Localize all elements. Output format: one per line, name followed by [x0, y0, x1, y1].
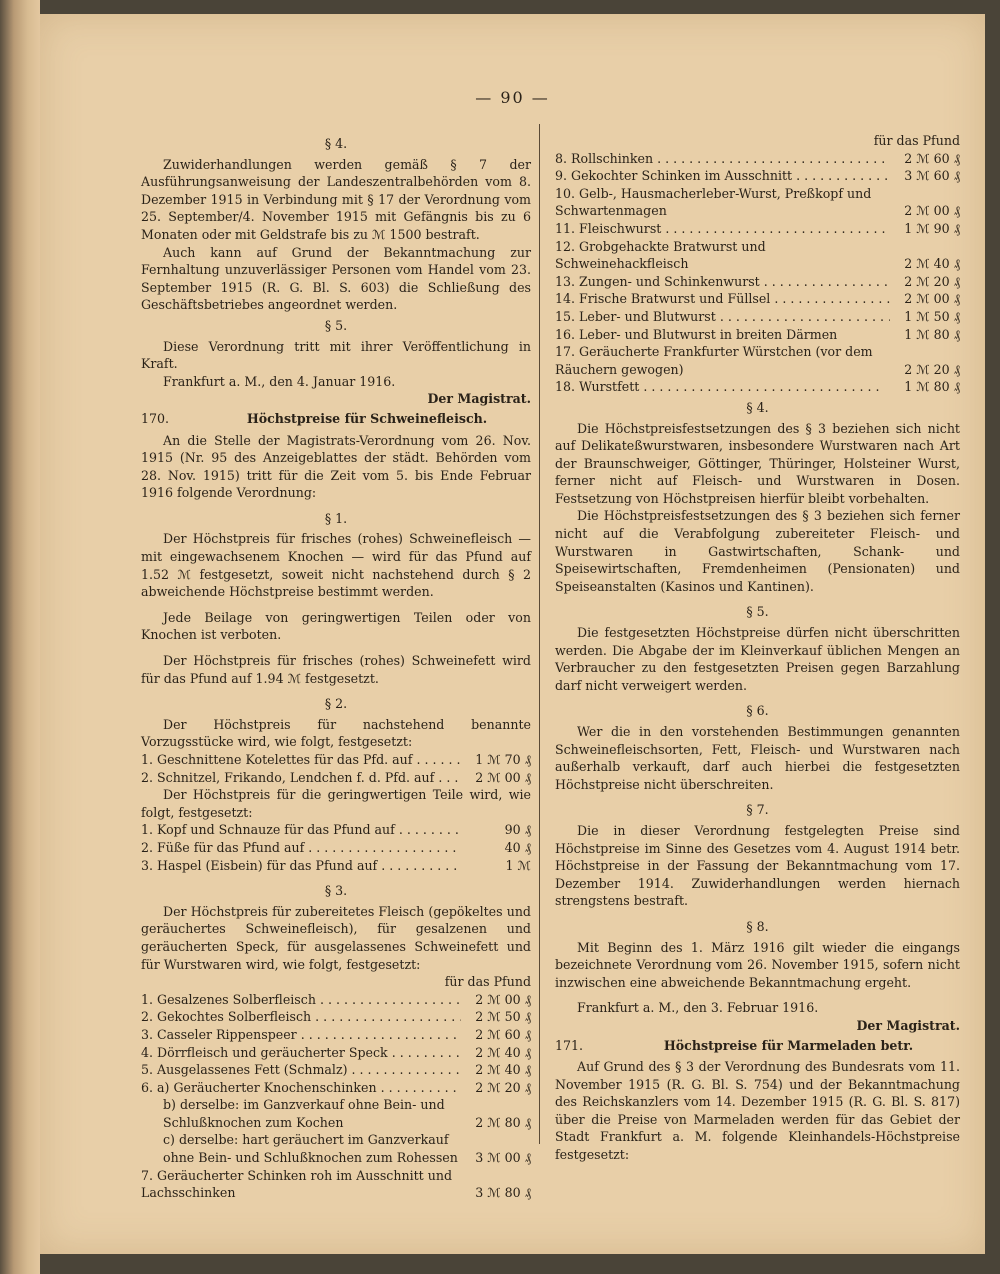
- section-heading: § 4.: [324, 136, 348, 151]
- price-item-label: 17. Geräucherte Frankfurter Würstchen (vor dem Räuchern gewogen): [555, 344, 873, 377]
- ordinance-heading-170: [141, 410, 531, 428]
- price-item-label: 3. Casseler Rippenspeer . . .: [141, 1026, 461, 1044]
- price-item: [141, 1131, 531, 1166]
- price-item: [555, 308, 960, 326]
- price-item-label: 5. Ausgelassenes Fett (Schmalz) . . .: [141, 1061, 461, 1079]
- price-item: [141, 769, 531, 787]
- price-item-label: 3. Haspel (Eisbein) für das Pfund auf . . .: [141, 857, 461, 875]
- ordinance-number: 170.: [141, 410, 170, 426]
- price-item: [555, 273, 960, 291]
- paragraph: Die Höchstpreisfestsetzungen des § 3 beziehen sich nicht auf Delikateßwurstwaren, insbesondere Wurstwaren nach Art der Braunschweiger, Göttinger, Thüringer, Holsteiner Wurst, ferner nicht auf Fleisch- und Wurstwaren in Dosen. Festsetzung von Höchstpreisen hierfür bleibt vorbehalten.: [555, 420, 960, 506]
- price-item-value: 3 ℳ 80 ₰: [475, 1185, 531, 1201]
- section-heading: § 7.: [746, 802, 769, 818]
- date-line: Frankfurt a. M., den 4. Januar 1916.: [163, 373, 396, 389]
- price-item: [141, 839, 531, 857]
- price-item-label: 6. a) Geräucherter Knochenschinken . . .: [141, 1079, 461, 1097]
- price-item-value: 2 ℳ 50 ₰: [475, 1009, 531, 1025]
- price-item: [555, 167, 960, 185]
- price-item-label: 13. Zungen- und Schinkenwurst . . .: [555, 273, 890, 291]
- price-item-value: 2 ℳ 40 ₰: [475, 1044, 531, 1060]
- section-heading: § 3.: [324, 883, 348, 899]
- price-item: [555, 343, 960, 378]
- price-item-label: 10. Gelb-, Hausmacherleber-Wurst, Preßkopf und Schwartenmagen: [555, 185, 872, 219]
- paragraph: Der Höchstpreis für zubereitetes Fleisch (gepökeltes und geräuchertes Schweinefleisch), für gesalzenen und geräucherten Speck, für ausgelassenes Schweinefett und für Wurstwaren wird, wie folgt, festgesetzt:: [141, 903, 531, 972]
- price-item-value: 2 ℳ 60 ₰: [904, 150, 960, 166]
- left-column: [141, 132, 531, 1202]
- paragraph: Der Höchstpreis für frisches (rohes) Schweinefett wird für das Pfund auf 1.94 ℳ festgesetzt.: [141, 653, 531, 686]
- price-item-value: 2 ℳ 40 ₰: [904, 256, 960, 272]
- price-item: [141, 1167, 531, 1202]
- section-heading: § 6.: [746, 703, 769, 719]
- price-item-label: c) derselbe: hart geräuchert im Ganzverkauf ohne Bein- und Schlußknochen zum Rohessen: [163, 1132, 458, 1166]
- paragraph: Die Höchstpreisfestsetzungen des § 3 beziehen sich ferner nicht auf die Verabfolgung zubereiteter Fleisch- und Wurstwaren in Gastwirtschaften, Schank- und Speisewirtschaften, Fremdenheimen (Pensionaten) und Speiseanstalten (Kasinos und Kantinen).: [555, 508, 960, 594]
- price-item-label: 18. Wurstfett . . .: [555, 378, 890, 396]
- paragraph: Jede Beilage von geringwertigen Teilen oder von Knochen ist verboten.: [141, 609, 531, 643]
- paragraph: Auch kann auf Grund der Bekanntmachung zur Fernhaltung unzuverlässiger Personen vom Handel vom 23. September 1915 (R. G. Bl. S. 603) die Schließung des Geschäftsbetriebes angeordnet werden.: [141, 244, 531, 313]
- price-item-value: 1 ℳ 70 ₰: [475, 752, 531, 767]
- price-item: [141, 1044, 531, 1062]
- price-item: [555, 238, 960, 273]
- price-item: [141, 751, 531, 769]
- price-item-label: 2. Gekochtes Solberfleisch . . .: [141, 1008, 461, 1026]
- price-item-label: 9. Gekochter Schinken im Ausschnitt . . .: [555, 167, 890, 185]
- price-item-label: 15. Leber- und Blutwurst . . .: [555, 308, 890, 326]
- price-item-label: 4. Dörrfleisch und geräucherter Speck . . .: [141, 1044, 461, 1062]
- paragraph: Wer die in den vorstehenden Bestimmungen genannten Schweinefleischsorten, Fett, Fleisch- und Wurstwaren nach außerhalb verkauft, darf auch hierbei die festgesetzten Höchstpreise nicht überschreiten.: [555, 724, 960, 792]
- signature: Der Magistrat.: [856, 1017, 960, 1033]
- price-item-value: 1 ℳ 90 ₰: [904, 220, 960, 236]
- price-item-label: b) derselbe: im Ganzverkauf ohne Bein- und Schlußknochen zum Kochen: [163, 1097, 445, 1130]
- ordinance-title: Höchstpreise für Schweinefleisch.: [246, 410, 488, 426]
- price-item-label: 1. Geschnittene Kotelettes für das Pfd. auf . . .: [141, 751, 461, 769]
- price-item: [141, 857, 531, 875]
- paragraph: Die festgesetzten Höchstpreise dürfen nicht überschritten werden. Die Abgabe der im Kleinverkauf üblichen Mengen an Verbraucher zu den festgesetzten Preisen gegen Barzahlung darf nicht verweigert werden.: [555, 625, 960, 693]
- price-item: [555, 378, 960, 396]
- price-list: [141, 821, 531, 874]
- price-item-value: 1 ℳ 80 ₰: [904, 379, 960, 395]
- price-item: [141, 1061, 531, 1079]
- paragraph: Zuwiderhandlungen werden gemäß § 7 der Ausführungsanweisung der Landeszentralbehörden vom 8. Dezember 1915 in Verbindung mit § 17 der Verordnung vom 25. September/4. November 1915 mit Gefängnis bis zu 6 Monaten oder mit Geldstrafe bis zu ℳ 1500 bestraft.: [141, 156, 531, 242]
- paragraph: Der Höchstpreis für frisches (rohes) Schweinefleisch — mit eingewachsenem Knochen — wird für das Pfund auf 1.52 ℳ festgesetzt, soweit nicht nachstehend durch § 2 abweichende Höchstpreise bestimmt werden.: [141, 531, 531, 600]
- price-item: [141, 1079, 531, 1097]
- section-heading: § 4.: [746, 399, 769, 415]
- date-line: Frankfurt a. M., den 3. Februar 1916.: [577, 1000, 819, 1016]
- price-item-value: 2 ℳ 80 ₰: [475, 1114, 531, 1130]
- price-item: [141, 1096, 531, 1131]
- ordinance-heading-171: [555, 1037, 960, 1055]
- price-item: [141, 1026, 531, 1044]
- section-heading: § 5.: [324, 317, 348, 333]
- price-item-value: 2 ℳ 40 ₰: [475, 1062, 531, 1078]
- page-number: — 90 —: [475, 88, 550, 107]
- price-item-value: 3 ℳ 00 ₰: [475, 1150, 531, 1166]
- price-item: [141, 1008, 531, 1026]
- price-item-label: 12. Grobgehackte Bratwurst und Schweinehackfleisch: [555, 238, 766, 272]
- price-item-label: 1. Gesalzenes Solberfleisch . . .: [141, 991, 461, 1009]
- section-heading: § 2.: [324, 696, 348, 712]
- right-column: [555, 132, 960, 1164]
- ordinance-number: 171.: [555, 1037, 584, 1053]
- document-page: [40, 14, 985, 1254]
- column-divider: [539, 124, 540, 1144]
- section-heading: § 1.: [324, 510, 348, 526]
- paragraph: An die Stelle der Magistrats-Verordnung vom 26. Nov. 1915 (Nr. 95 des Anzeigeblattes der städt. Behörden vom 28. Nov. 1915) tritt für die Zeit vom 5. bis Ende Februar 1916 folgende Verordnung:: [141, 432, 531, 501]
- section-heading: § 5.: [746, 604, 769, 620]
- price-list: [555, 150, 960, 396]
- price-item: [555, 326, 960, 344]
- price-item-value: 3 ℳ 60 ₰: [904, 168, 960, 184]
- price-item-value: 2 ℳ 20 ₰: [904, 361, 960, 377]
- price-item-label: 1. Kopf und Schnauze für das Pfund auf . . .: [141, 821, 461, 839]
- price-item-value: 1 ℳ: [505, 857, 531, 873]
- price-item-value: 2 ℳ 20 ₰: [475, 1079, 531, 1095]
- price-item: [555, 185, 960, 220]
- ordinance-title: Höchstpreise für Marmeladen betr.: [663, 1037, 914, 1053]
- price-item-label: 11. Fleischwurst . . .: [555, 220, 890, 238]
- price-item-value: 90 ₰: [504, 822, 531, 838]
- price-item-value: 1 ℳ 80 ₰: [904, 326, 960, 342]
- price-item-value: 2 ℳ 00 ₰: [904, 291, 960, 307]
- price-item: [141, 991, 531, 1009]
- paragraph: Diese Verordnung tritt mit ihrer Veröffentlichung in Kraft.: [141, 338, 531, 372]
- signature: Der Magistrat.: [427, 391, 531, 407]
- price-item-value: 2 ℳ 00 ₰: [904, 203, 960, 219]
- price-item-label: 2. Schnitzel, Frikando, Lendchen f. d. Pfd. auf . . .: [141, 769, 461, 787]
- price-item: [555, 150, 960, 168]
- price-item-value: 2 ℳ 20 ₰: [904, 273, 960, 289]
- book-binding: [0, 0, 40, 1274]
- paragraph: Der Höchstpreis für die geringwertigen Teile wird, wie folgt, festgesetzt:: [141, 787, 531, 820]
- paragraph: Der Höchstpreis für nachstehend benannte Vorzugsstücke wird, wie folgt, festgesetzt:: [141, 716, 531, 750]
- price-item: [555, 290, 960, 308]
- price-column-header: für das Pfund: [873, 133, 960, 148]
- price-item-label: 16. Leber- und Blutwurst in breiten Därmen: [555, 326, 838, 342]
- paragraph: Die in dieser Verordnung festgelegten Preise sind Höchstpreise im Sinne des Gesetzes vom 4. August 1914 betr. Höchstpreise in der Fassung der Bekanntmachung vom 17. Dezember 1914. Zuwiderhandlungen werden hiernach strengstens bestraft.: [555, 822, 960, 909]
- price-item-value: 1 ℳ 50 ₰: [904, 308, 960, 324]
- price-item-label: 8. Rollschinken . . .: [555, 150, 890, 168]
- price-item-label: 7. Geräucherter Schinken roh im Ausschnitt und Lachsschinken: [141, 1167, 453, 1201]
- price-list: [141, 991, 531, 1202]
- price-column-header: für das Pfund: [444, 974, 531, 990]
- price-item-label: 2. Füße für das Pfund auf . . .: [141, 839, 461, 857]
- price-item-value: 2 ℳ 60 ₰: [475, 1026, 531, 1042]
- section-heading: § 8.: [746, 918, 769, 934]
- paragraph: Mit Beginn des 1. März 1916 gilt wieder die eingangs bezeichnete Verordnung vom 26. November 1915, sofern nicht inzwischen eine abweichende Bekanntmachung ergeht.: [555, 939, 960, 990]
- price-item-value: 2 ℳ 00 ₰: [475, 991, 531, 1007]
- price-item-value: 2 ℳ 00 ₰: [475, 769, 531, 785]
- price-item-value: 40 ₰: [504, 839, 531, 855]
- price-list: [141, 751, 531, 786]
- paragraph: Auf Grund des § 3 der Verordnung des Bundesrats vom 11. November 1915 (R. G. Bl. S. 754) und der Bekanntmachung des Reichskanzlers vom 14. Dezember 1915 (R. G. Bl. S. 817) über die Preise von Marmeladen werden für das Gebiet der Stadt Frankfurt a. M. folgende Kleinhandels-Höchstpreise festgesetzt:: [555, 1059, 960, 1163]
- price-item: [141, 821, 531, 839]
- price-item-label: 14. Frische Bratwurst und Füllsel . . .: [555, 290, 890, 308]
- price-item: [555, 220, 960, 238]
